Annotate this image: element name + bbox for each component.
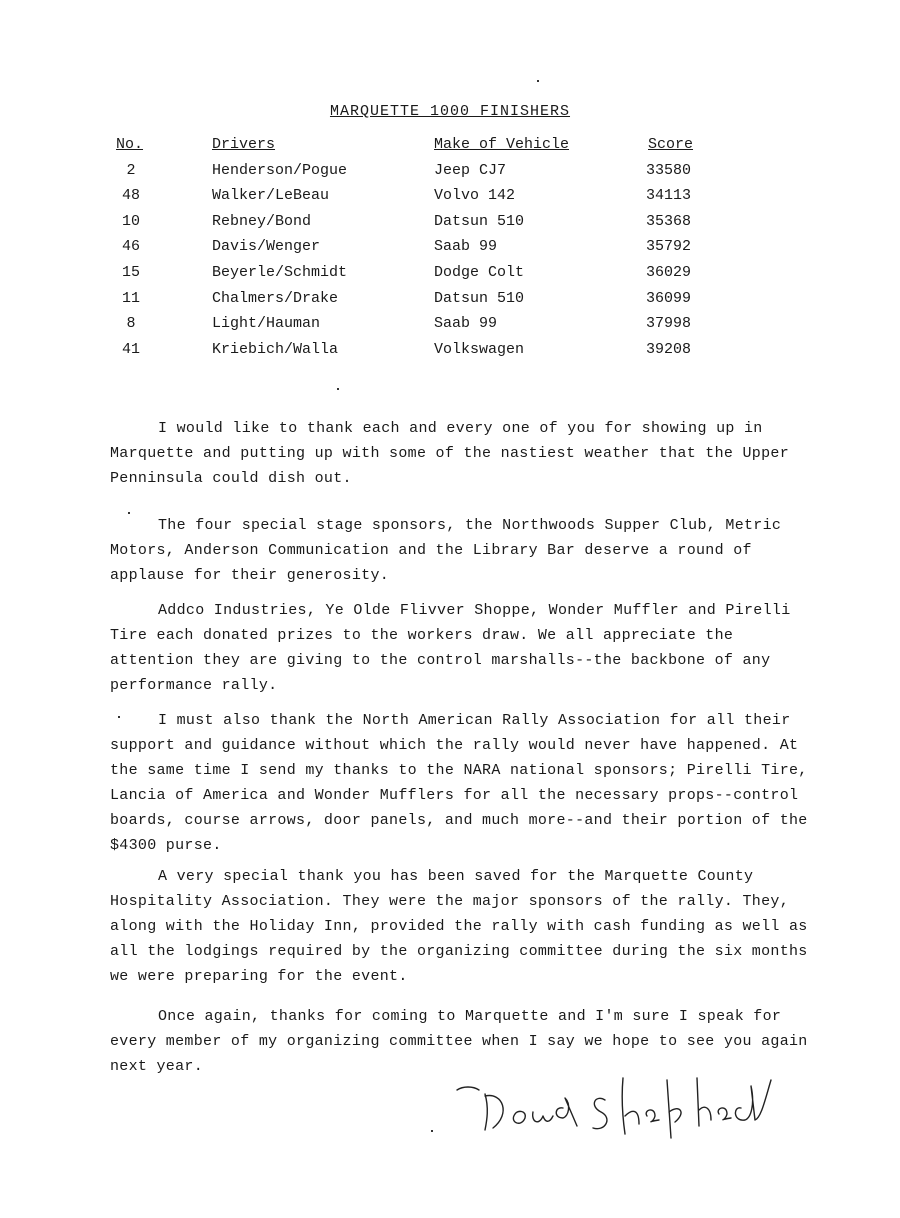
cell-vehicle: Saab 99 (434, 315, 498, 332)
cell-no: 48 (121, 187, 140, 204)
cell-score: 37998 (646, 315, 692, 332)
cell-drivers: Chalmers/Drake (212, 290, 339, 307)
cell-no: 8 (126, 315, 136, 332)
cell-vehicle: Volkswagen (434, 341, 525, 358)
cell-score: 36029 (646, 264, 692, 281)
paragraph-nara: I must also thank the North American Rally Association for all their support and guidance without which the rally would never have happened. At the same time I send my thanks to the NARA national sponsors; Pirelli Tire, Lancia of America and Wonder Mufflers for all the necessary props--control boards, course arrows, door panels, and much more--and their portion of the $4300 purse. (110, 712, 808, 854)
cell-no: 11 (121, 290, 140, 307)
cell-drivers: Walker/LeBeau (212, 187, 330, 204)
paragraph-stage-sponsors: The four special stage sponsors, the Northwoods Supper Club, Metric Motors, Anderson Communication and the Library Bar deserve a round of applause for their generosity. (110, 517, 782, 584)
paragraph-closing: Once again, thanks for coming to Marquette and I'm sure I speak for every member of my organizing committee when I say we hope to see you again next year. (110, 1008, 808, 1075)
cell-score: 35792 (646, 238, 692, 255)
cell-vehicle: Saab 99 (434, 238, 498, 255)
paragraph-hospitality: A very special thank you has been saved for the Marquette County Hospitality Association. They were the major sponsors of the rally. They, along with the Holiday Inn, provided the rally with cash funding as well as all the lodgings required by the organizing committee during the six months we were preparing for the event. (110, 868, 808, 985)
cell-drivers: Beyerle/Schmidt (212, 264, 348, 281)
paragraph-prize-donors: Addco Industries, Ye Olde Flivver Shoppe, Wonder Muffler and Pirelli Tire each donated prizes to the workers draw. We all appreciate the attention they are giving to the control marshalls--the backbone of any performance rally. (110, 602, 791, 694)
cell-no: 15 (121, 264, 140, 281)
table-row (0, 290, 900, 315)
table-row (0, 238, 900, 263)
cell-vehicle: Jeep CJ7 (434, 162, 507, 179)
column-header-drivers: Drivers (212, 136, 276, 153)
cell-no: 2 (126, 162, 136, 179)
table-row (0, 264, 900, 289)
cell-score: 34113 (646, 187, 692, 204)
cell-no: 10 (121, 213, 140, 230)
column-header-vehicle: Make of Vehicle (434, 136, 570, 153)
cell-vehicle: Volvo 142 (434, 187, 516, 204)
table-row (0, 341, 900, 366)
handwritten-signature (445, 1060, 785, 1145)
cell-score: 39208 (646, 341, 692, 358)
scan-speck (537, 80, 539, 82)
table-row (0, 213, 900, 238)
scan-speck (118, 716, 120, 718)
scan-speck (128, 512, 130, 514)
paragraph-thanks: I would like to thank each and every one of you for showing up in Marquette and putting up with some of the nastiest weather that the Upper Penninsula could dish out. (110, 420, 790, 487)
cell-score: 35368 (646, 213, 692, 230)
cell-score: 36099 (646, 290, 692, 307)
page-title: MARQUETTE 1000 FINISHERS (329, 103, 571, 120)
column-header-no: No. (116, 136, 144, 153)
cell-vehicle: Datsun 510 (434, 290, 525, 307)
cell-no: 41 (121, 341, 140, 358)
table-row (0, 187, 900, 212)
table-row (0, 315, 900, 340)
cell-no: 46 (121, 238, 140, 255)
table-row (0, 162, 900, 187)
cell-drivers: Rebney/Bond (212, 213, 312, 230)
cell-drivers: Davis/Wenger (212, 238, 321, 255)
cell-score: 33580 (646, 162, 692, 179)
scan-speck (431, 1130, 433, 1132)
cell-drivers: Kriebich/Walla (212, 341, 339, 358)
column-header-score: Score (648, 136, 694, 153)
cell-vehicle: Datsun 510 (434, 213, 525, 230)
scan-speck (337, 388, 339, 390)
cell-drivers: Light/Hauman (212, 315, 321, 332)
cell-drivers: Henderson/Pogue (212, 162, 348, 179)
cell-vehicle: Dodge Colt (434, 264, 525, 281)
